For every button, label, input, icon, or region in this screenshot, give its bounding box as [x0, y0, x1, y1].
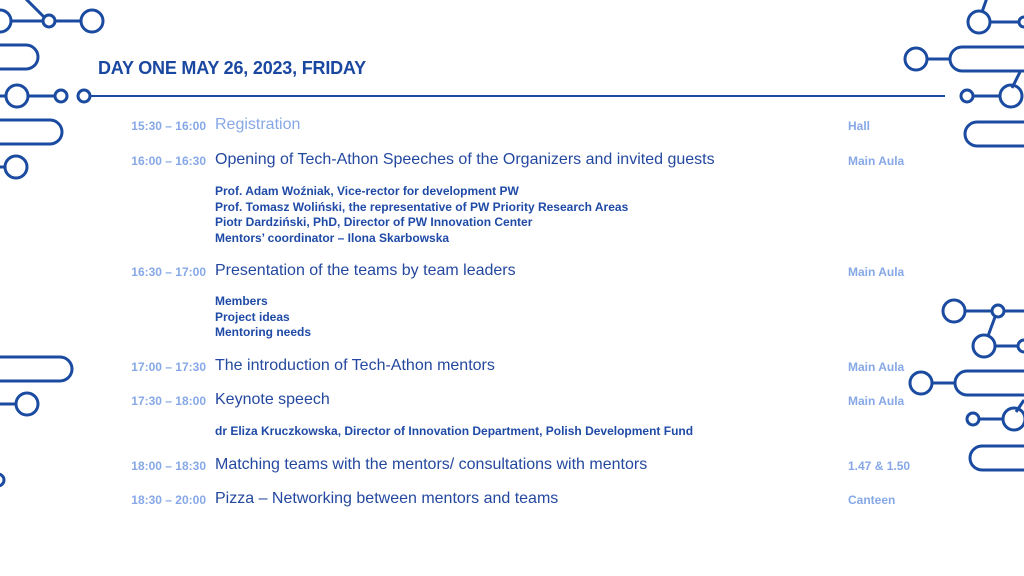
- location: Main Aula: [848, 394, 905, 408]
- activity-title: Registration: [215, 116, 301, 133]
- detail-line: Piotr Dardziński, PhD, Director of PW Innovation Center: [215, 215, 533, 229]
- detail-line: Mentoring needs: [215, 325, 312, 339]
- activity-title: Matching teams with the mentors/ consultations with mentors: [215, 456, 648, 473]
- activity-title: Presentation of the teams by team leaders: [215, 262, 516, 279]
- detail-line: dr Eliza Kruczkowska, Director of Innovation Department, Polish Development Fund: [215, 424, 694, 438]
- location: Canteen: [848, 493, 896, 507]
- activity-title: Keynote speech: [215, 391, 330, 408]
- circuit-left-middle-icon: [0, 357, 72, 486]
- detail-line: Mentors’ coordinator – Ilona Skarbowska: [215, 230, 450, 245]
- detail-line: Prof. Adam Woźniak, Vice-rector for development PW: [215, 184, 519, 198]
- activity-title: The introduction of Tech-Athon mentors: [215, 357, 495, 374]
- location: 1.47 & 1.50: [848, 459, 911, 473]
- activity-title: Pizza – Networking between mentors and teams: [215, 490, 559, 507]
- location: Main Aula: [848, 265, 905, 279]
- page-title: DAY ONE MAY 26, 2023, FRIDAY: [98, 58, 366, 78]
- activity-details: [215, 424, 693, 440]
- time-slot: 17:00 – 17:30: [131, 360, 206, 374]
- detail-line: Members: [215, 294, 268, 308]
- time-slot: 17:30 – 18:00: [131, 394, 206, 408]
- time-slot: 16:30 – 17:00: [131, 265, 206, 279]
- time-slot: 18:00 – 18:30: [131, 459, 206, 473]
- activity-title: Opening of Tech-Athon Speeches of the Organizers and invited guests: [215, 151, 715, 168]
- circuit-top-right-icon: [905, 0, 1024, 146]
- detail-line: Prof. Tomasz Woliński, the representative of PW Priority Research Areas: [215, 199, 629, 214]
- activity-details: [215, 184, 628, 246]
- time-slot: 16:00 – 16:30: [131, 154, 206, 168]
- location: Main Aula: [848, 360, 905, 374]
- time-slot: 15:30 – 16:00: [131, 119, 206, 133]
- detail-line: Project ideas: [215, 309, 290, 324]
- location: Hall: [848, 119, 871, 133]
- location: Main Aula: [848, 154, 905, 168]
- circuit-right-middle-icon: [910, 300, 1024, 470]
- time-slot: 18:30 – 20:00: [131, 493, 206, 507]
- activity-details: [215, 294, 311, 341]
